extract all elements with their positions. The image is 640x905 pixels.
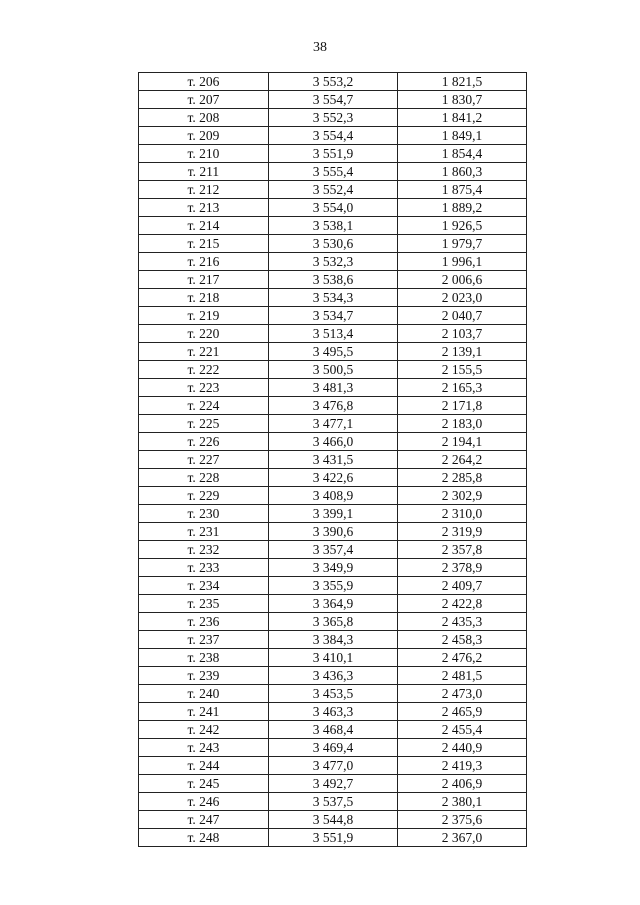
table-row: [139, 523, 527, 541]
point-name-cell: т. 232: [139, 541, 269, 559]
table-row: [139, 577, 527, 595]
x-coordinate-cell: 3 422,6: [269, 469, 398, 487]
x-coordinate-cell: 3 551,9: [269, 145, 398, 163]
table-row: [139, 451, 527, 469]
table-row: [139, 595, 527, 613]
point-name-cell: т. 243: [139, 739, 269, 757]
table-row: [139, 343, 527, 361]
y-coordinate-cell: 2 155,5: [398, 361, 527, 379]
x-coordinate-cell: 3 410,1: [269, 649, 398, 667]
y-coordinate-cell: 2 040,7: [398, 307, 527, 325]
coordinates-table-body: [139, 73, 527, 847]
point-name-cell: т. 208: [139, 109, 269, 127]
y-coordinate-cell: 2 194,1: [398, 433, 527, 451]
point-name-cell: т. 215: [139, 235, 269, 253]
x-coordinate-cell: 3 538,1: [269, 217, 398, 235]
table-row: [139, 721, 527, 739]
point-name-cell: т. 207: [139, 91, 269, 109]
table-row: [139, 163, 527, 181]
table-row: [139, 469, 527, 487]
y-coordinate-cell: 1 926,5: [398, 217, 527, 235]
table-row: [139, 109, 527, 127]
y-coordinate-cell: 2 171,8: [398, 397, 527, 415]
table-row: [139, 145, 527, 163]
x-coordinate-cell: 3 476,8: [269, 397, 398, 415]
table-row: [139, 685, 527, 703]
point-name-cell: т. 212: [139, 181, 269, 199]
point-name-cell: т. 245: [139, 775, 269, 793]
point-name-cell: т. 206: [139, 73, 269, 91]
table-row: [139, 757, 527, 775]
y-coordinate-cell: 2 310,0: [398, 505, 527, 523]
table-row: [139, 505, 527, 523]
y-coordinate-cell: 1 854,4: [398, 145, 527, 163]
y-coordinate-cell: 2 378,9: [398, 559, 527, 577]
table-row: [139, 541, 527, 559]
x-coordinate-cell: 3 530,6: [269, 235, 398, 253]
point-name-cell: т. 239: [139, 667, 269, 685]
x-coordinate-cell: 3 537,5: [269, 793, 398, 811]
point-name-cell: т. 237: [139, 631, 269, 649]
point-name-cell: т. 227: [139, 451, 269, 469]
y-coordinate-cell: 2 380,1: [398, 793, 527, 811]
y-coordinate-cell: 2 006,6: [398, 271, 527, 289]
x-coordinate-cell: 3 355,9: [269, 577, 398, 595]
y-coordinate-cell: 2 302,9: [398, 487, 527, 505]
x-coordinate-cell: 3 463,3: [269, 703, 398, 721]
y-coordinate-cell: 2 419,3: [398, 757, 527, 775]
x-coordinate-cell: 3 364,9: [269, 595, 398, 613]
x-coordinate-cell: 3 532,3: [269, 253, 398, 271]
x-coordinate-cell: 3 552,3: [269, 109, 398, 127]
point-name-cell: т. 235: [139, 595, 269, 613]
x-coordinate-cell: 3 431,5: [269, 451, 398, 469]
x-coordinate-cell: 3 365,8: [269, 613, 398, 631]
x-coordinate-cell: 3 500,5: [269, 361, 398, 379]
y-coordinate-cell: 2 264,2: [398, 451, 527, 469]
table-row: [139, 289, 527, 307]
table-row: [139, 811, 527, 829]
table-row: [139, 793, 527, 811]
x-coordinate-cell: 3 495,5: [269, 343, 398, 361]
point-name-cell: т. 219: [139, 307, 269, 325]
y-coordinate-cell: 2 319,9: [398, 523, 527, 541]
x-coordinate-cell: 3 555,4: [269, 163, 398, 181]
point-name-cell: т. 242: [139, 721, 269, 739]
table-row: [139, 361, 527, 379]
point-name-cell: т. 226: [139, 433, 269, 451]
x-coordinate-cell: 3 492,7: [269, 775, 398, 793]
y-coordinate-cell: 1 996,1: [398, 253, 527, 271]
point-name-cell: т. 248: [139, 829, 269, 847]
y-coordinate-cell: 2 440,9: [398, 739, 527, 757]
point-name-cell: т. 217: [139, 271, 269, 289]
table-row: [139, 73, 527, 91]
table-row: [139, 775, 527, 793]
y-coordinate-cell: 2 458,3: [398, 631, 527, 649]
table-row: [139, 487, 527, 505]
point-name-cell: т. 209: [139, 127, 269, 145]
x-coordinate-cell: 3 534,3: [269, 289, 398, 307]
y-coordinate-cell: 2 409,7: [398, 577, 527, 595]
y-coordinate-cell: 2 422,8: [398, 595, 527, 613]
x-coordinate-cell: 3 357,4: [269, 541, 398, 559]
point-name-cell: т. 238: [139, 649, 269, 667]
point-name-cell: т. 234: [139, 577, 269, 595]
x-coordinate-cell: 3 552,4: [269, 181, 398, 199]
y-coordinate-cell: 2 435,3: [398, 613, 527, 631]
x-coordinate-cell: 3 468,4: [269, 721, 398, 739]
table-row: [139, 739, 527, 757]
point-name-cell: т. 221: [139, 343, 269, 361]
point-name-cell: т. 229: [139, 487, 269, 505]
point-name-cell: т. 231: [139, 523, 269, 541]
y-coordinate-cell: 2 183,0: [398, 415, 527, 433]
point-name-cell: т. 247: [139, 811, 269, 829]
x-coordinate-cell: 3 554,7: [269, 91, 398, 109]
y-coordinate-cell: 1 821,5: [398, 73, 527, 91]
point-name-cell: т. 241: [139, 703, 269, 721]
table-row: [139, 649, 527, 667]
x-coordinate-cell: 3 538,6: [269, 271, 398, 289]
point-name-cell: т. 246: [139, 793, 269, 811]
point-name-cell: т. 213: [139, 199, 269, 217]
table-row: [139, 253, 527, 271]
x-coordinate-cell: 3 553,2: [269, 73, 398, 91]
table-row: [139, 91, 527, 109]
y-coordinate-cell: 1 889,2: [398, 199, 527, 217]
table-row: [139, 415, 527, 433]
y-coordinate-cell: 2 375,6: [398, 811, 527, 829]
y-coordinate-cell: 1 849,1: [398, 127, 527, 145]
point-name-cell: т. 220: [139, 325, 269, 343]
x-coordinate-cell: 3 436,3: [269, 667, 398, 685]
point-name-cell: т. 240: [139, 685, 269, 703]
table-row: [139, 307, 527, 325]
table-row: [139, 325, 527, 343]
x-coordinate-cell: 3 399,1: [269, 505, 398, 523]
point-name-cell: т. 236: [139, 613, 269, 631]
point-name-cell: т. 211: [139, 163, 269, 181]
point-name-cell: т. 224: [139, 397, 269, 415]
table-row: [139, 667, 527, 685]
table-row: [139, 703, 527, 721]
table-row: [139, 631, 527, 649]
point-name-cell: т. 233: [139, 559, 269, 577]
point-name-cell: т. 218: [139, 289, 269, 307]
page-number: 38: [313, 40, 327, 55]
y-coordinate-cell: 2 406,9: [398, 775, 527, 793]
coordinates-table: [138, 72, 527, 847]
y-coordinate-cell: 1 860,3: [398, 163, 527, 181]
table-row: [139, 397, 527, 415]
x-coordinate-cell: 3 554,4: [269, 127, 398, 145]
table-row: [139, 235, 527, 253]
x-coordinate-cell: 3 481,3: [269, 379, 398, 397]
y-coordinate-cell: 2 357,8: [398, 541, 527, 559]
y-coordinate-cell: 2 165,3: [398, 379, 527, 397]
x-coordinate-cell: 3 551,9: [269, 829, 398, 847]
point-name-cell: т. 225: [139, 415, 269, 433]
point-name-cell: т. 214: [139, 217, 269, 235]
table-row: [139, 379, 527, 397]
y-coordinate-cell: 2 455,4: [398, 721, 527, 739]
point-name-cell: т. 222: [139, 361, 269, 379]
x-coordinate-cell: 3 469,4: [269, 739, 398, 757]
y-coordinate-cell: 2 285,8: [398, 469, 527, 487]
x-coordinate-cell: 3 477,1: [269, 415, 398, 433]
point-name-cell: т. 230: [139, 505, 269, 523]
table-row: [139, 127, 527, 145]
point-name-cell: т. 244: [139, 757, 269, 775]
point-name-cell: т. 223: [139, 379, 269, 397]
y-coordinate-cell: 2 023,0: [398, 289, 527, 307]
x-coordinate-cell: 3 544,8: [269, 811, 398, 829]
x-coordinate-cell: 3 466,0: [269, 433, 398, 451]
point-name-cell: т. 228: [139, 469, 269, 487]
y-coordinate-cell: 2 139,1: [398, 343, 527, 361]
x-coordinate-cell: 3 477,0: [269, 757, 398, 775]
point-name-cell: т. 216: [139, 253, 269, 271]
x-coordinate-cell: 3 534,7: [269, 307, 398, 325]
x-coordinate-cell: 3 349,9: [269, 559, 398, 577]
table-row: [139, 181, 527, 199]
y-coordinate-cell: 2 473,0: [398, 685, 527, 703]
table-row: [139, 217, 527, 235]
table-row: [139, 559, 527, 577]
x-coordinate-cell: 3 453,5: [269, 685, 398, 703]
table-row: [139, 829, 527, 847]
x-coordinate-cell: 3 384,3: [269, 631, 398, 649]
y-coordinate-cell: 2 481,5: [398, 667, 527, 685]
y-coordinate-cell: 2 465,9: [398, 703, 527, 721]
y-coordinate-cell: 1 830,7: [398, 91, 527, 109]
x-coordinate-cell: 3 513,4: [269, 325, 398, 343]
table-row: [139, 433, 527, 451]
y-coordinate-cell: 1 841,2: [398, 109, 527, 127]
table-row: [139, 613, 527, 631]
y-coordinate-cell: 1 979,7: [398, 235, 527, 253]
table-row: [139, 271, 527, 289]
point-name-cell: т. 210: [139, 145, 269, 163]
y-coordinate-cell: 2 367,0: [398, 829, 527, 847]
x-coordinate-cell: 3 554,0: [269, 199, 398, 217]
y-coordinate-cell: 1 875,4: [398, 181, 527, 199]
table-row: [139, 199, 527, 217]
x-coordinate-cell: 3 390,6: [269, 523, 398, 541]
y-coordinate-cell: 2 476,2: [398, 649, 527, 667]
x-coordinate-cell: 3 408,9: [269, 487, 398, 505]
y-coordinate-cell: 2 103,7: [398, 325, 527, 343]
